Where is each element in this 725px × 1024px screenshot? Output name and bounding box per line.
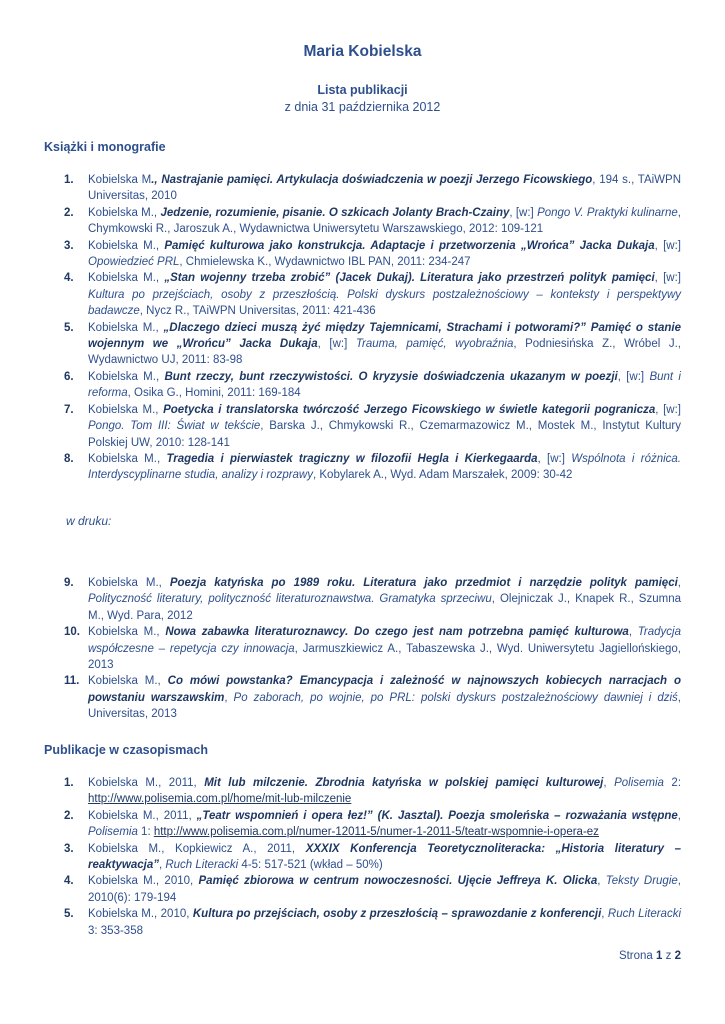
- list-item: [58, 624, 681, 673]
- item-details: , Olejniczak J., Knapek R., Szumna M., Wyd. Para, 2012: [88, 593, 681, 622]
- item-title: „Teatr wspomnień i opera łez!” (K. Jasztal). Poezja smoleńska – rozważania wstępne: [196, 809, 678, 822]
- item-author: Kobielska M.,: [88, 626, 166, 639]
- item-title: Jedzenie, rozumienie, pisanie. O szkicach Jolanty Brach-Czainy: [160, 206, 510, 219]
- item-separator: ,: [601, 908, 608, 921]
- books-list: [58, 172, 681, 484]
- item-number: 2.: [64, 809, 74, 822]
- item-author: Kobielska M.,: [88, 370, 165, 383]
- item-author: Kobielska M.,: [88, 675, 168, 688]
- books-section-title: Książki i monografie: [44, 140, 166, 154]
- list-item: [58, 775, 681, 808]
- list-item: [58, 841, 681, 874]
- in-press-label: w druku:: [66, 514, 112, 528]
- item-details: , Barska J., Chmykowski R., Czemarmazowicz M., Mostek M., Instytut Kultury Polskiej UW, 2010: 128-141: [88, 420, 681, 449]
- item-separator: , [w:]: [655, 403, 682, 416]
- item-author: Kobielska M.,: [88, 577, 170, 589]
- page-footer: [540, 950, 681, 962]
- item-details: , Jarmuszkiewicz A., Tabaszewska J., Wyd. Uniwersytetu Jagiellońskiego, 2013: [88, 642, 681, 672]
- item-separator: ,: [628, 626, 638, 639]
- list-item: [58, 402, 681, 451]
- item-title: Co mówi powstanka? Emancypacja i zależność w najnowszych kobiecych narracjach o powstaniu warszawskim: [88, 675, 681, 704]
- item-details: , Osika G., Homini, 2011: 169-184: [127, 387, 301, 400]
- item-title: Nowa zabawka literaturoznawcy. Do czego jest nam potrzebna pamięć kulturowa: [165, 626, 629, 639]
- footer-label: Strona: [618, 950, 653, 962]
- item-separator: , [w:]: [537, 452, 572, 465]
- author-name: Maria Kobielska: [303, 43, 422, 60]
- item-link[interactable]: http://www.polisemia.com.pl/numer-12011-5/numer-1-2011-5/teatr-wspomnie-i-opera-ez: [153, 826, 599, 839]
- in-press-list: [58, 575, 681, 723]
- item-source: Wspólnota i różnica. Interdyscyplinarne studia, analizy i rozprawy: [88, 452, 682, 482]
- item-title: Mit lub milczenie. Zbrodnia katyńska w polskiej pamięci kulturowej: [204, 777, 604, 789]
- item-details: 4-5: 517-521 (wkład – 50%): [238, 859, 383, 872]
- item-source: Trauma, pamięć, wyobraźnia: [355, 338, 514, 351]
- item-author: Kobielska M: [88, 174, 152, 186]
- item-title: „Stan wojenny trzeba zrobić” (Jacek Dukaj). Literatura jako przestrzeń polityk pamięci: [164, 272, 655, 285]
- item-source: Ruch Literacki: [165, 859, 239, 872]
- item-separator: ,: [677, 577, 681, 589]
- item-number: 5.: [64, 908, 74, 921]
- item-title: Nastrajanie pamięci. Artykulacja doświadczenia w poezji Jerzego Ficowskiego: [161, 174, 593, 186]
- item-details: , Nycz R., TAiWPN Universitas, 2011: 421-436: [139, 305, 376, 318]
- item-source: Opowiedzieć PRL: [88, 256, 180, 269]
- item-details: , Podniesińska Z., Wróbel J., Wydawnictwo UJ, 2011: 83-98: [88, 338, 681, 367]
- item-title: Pamięć kulturowa jako konstrukcja. Adaptacje i przetworzenia „Wrońca” Jacka Dukaja: [164, 239, 655, 252]
- item-details: 2:: [663, 777, 682, 789]
- item-title: XXXIX Konferencja Teoretycznoliteracka: „Historia literatury – reaktywacja”: [88, 842, 681, 872]
- item-source: Pongo. Tom III: Świat w tekście: [88, 420, 261, 433]
- item-source: Bunt i reforma: [88, 370, 681, 400]
- item-number: 6.: [64, 370, 74, 383]
- item-source: Teksty Drugie: [605, 875, 678, 888]
- item-number: 1.: [64, 777, 74, 789]
- footer-of: z: [665, 950, 672, 962]
- item-number: 11.: [64, 675, 80, 688]
- list-item: [58, 575, 681, 624]
- item-details: , 2010(6): 179-194: [88, 875, 681, 904]
- list-item: [58, 873, 681, 906]
- list-item: [58, 320, 681, 369]
- item-title: „Dlaczego dzieci muszą żyć między Tajemnicami, Strachami i potworami?” Pamięć o stanie wojennym we „Wrońcu” Jacka Dukaja: [88, 321, 681, 351]
- item-author: Kobielska M., 2010,: [88, 908, 193, 921]
- item-title: Kultura po przejściach, osoby z przeszłością – sprawozdanie z konferencji: [192, 908, 602, 921]
- item-author: Kobielska M.,: [88, 452, 167, 465]
- list-item: [58, 673, 681, 722]
- item-separator: ,: [224, 691, 234, 704]
- item-source: Pongo V. Praktyki kulinarne: [537, 206, 678, 219]
- item-separator: , [w:]: [509, 206, 538, 219]
- item-number: 3.: [64, 842, 74, 855]
- item-number: 3.: [64, 239, 74, 252]
- item-author: Kobielska M.,: [88, 206, 161, 219]
- item-source: Polisemia: [88, 826, 138, 839]
- item-author: Kobielska M.,: [88, 403, 164, 416]
- item-separator: , [w:]: [317, 338, 356, 351]
- item-number: 1.: [64, 174, 74, 186]
- list-item: [58, 451, 681, 484]
- item-separator: , [w:]: [654, 239, 681, 252]
- item-details: , Chmielewska K., Wydawnictwo IBL PAN, 2011: 234-247: [179, 256, 471, 269]
- journals-list: [58, 775, 681, 939]
- item-separator: , [w:]: [654, 272, 681, 285]
- list-item: [58, 808, 681, 841]
- item-number: 9.: [64, 577, 74, 589]
- item-separator: ,: [603, 777, 615, 789]
- item-details: 3: 353-358: [88, 924, 143, 937]
- item-number: 10.: [64, 626, 80, 639]
- list-item: [58, 205, 681, 238]
- item-number: 2.: [64, 206, 74, 219]
- item-number: 8.: [64, 452, 74, 465]
- item-number: 4.: [64, 272, 74, 285]
- item-source: Polityczność literatury, polityczność literaturoznawstwa. Gramatyka sprzeciwu: [88, 593, 492, 606]
- item-source: Polisemia: [614, 777, 664, 789]
- list-item: [58, 906, 681, 939]
- item-separator: ,: [158, 859, 166, 872]
- item-author: Kobielska M.,: [88, 321, 164, 334]
- item-source: Tradycja współczesne – repetycja czy innowacja: [88, 626, 682, 655]
- list-item: [58, 172, 681, 205]
- item-author: Kobielska M., 2011,: [88, 809, 197, 822]
- item-number: 4.: [64, 875, 74, 888]
- item-author: Kobielska M.,: [88, 239, 165, 252]
- item-separator: ,: [677, 809, 681, 822]
- journals-section-title: Publikacje w czasopismach: [44, 743, 208, 757]
- item-author: Kobielska M.,: [88, 272, 165, 285]
- item-title: Bunt rzeczy, bunt rzeczywistości. O kryzysie doświadczenia ukazanym w poezji: [164, 370, 618, 383]
- footer-page-number: 1: [656, 950, 663, 962]
- item-author: Kobielska M., Kopkiewicz A., 2011,: [88, 842, 306, 855]
- item-link[interactable]: http://www.polisemia.com.pl/home/mit-lub-milczenie: [88, 793, 352, 806]
- item-details: , 194 s., TAiWPN Universitas, 2010: [88, 174, 682, 203]
- item-number: 7.: [64, 403, 74, 416]
- item-separator: ,: [597, 875, 606, 888]
- item-author-suffix: .,: [151, 174, 162, 186]
- item-title: Tragedia i pierwiastek tragiczny w filozofii Hegla i Kierkegaarda: [166, 452, 538, 465]
- item-author: Kobielska M., 2011,: [88, 777, 205, 789]
- item-title: Pamięć zbiorowa w centrum nowoczesności. Ujęcie Jeffreya K. Olicka: [198, 875, 598, 888]
- list-item: [58, 369, 681, 402]
- item-details: 1:: [137, 826, 154, 839]
- item-source: Po zaborach, po wojnie, po PRL: polski dyskurs postzależnościowy dawniej i dziś: [233, 691, 678, 704]
- list-item: [58, 270, 681, 319]
- item-source: Kultura po przejściach, osoby z przeszłością. Polski dyskurs postzależnościowy – konteksty i perspektywy badawcze: [88, 288, 681, 318]
- list-date: z dnia 31 października 2012: [284, 100, 441, 114]
- item-title: Poezja katyńska po 1989 roku. Literatura jako przedmiot i narzędzie polityk pamięci: [169, 577, 678, 589]
- item-separator: , [w:]: [617, 370, 650, 383]
- item-number: 5.: [64, 321, 74, 334]
- list-item: [58, 238, 681, 271]
- item-details: , Kobylarek A., Wyd. Adam Marszałek, 2009: 30-42: [313, 469, 573, 482]
- item-details: , Universitas, 2013: [88, 691, 681, 721]
- footer-page-total: 2: [674, 950, 681, 962]
- list-title: Lista publikacji: [317, 83, 408, 97]
- item-author: Kobielska M., 2010,: [88, 875, 199, 888]
- item-title: Poetycka i translatorska twórczość Jerzego Ficowskiego w świetle kategorii pogranicza: [163, 403, 656, 416]
- item-source: Ruch Literacki: [607, 908, 682, 921]
- item-details: , Chymkowski R., Jaroszuk A., Wydawnictwa Uniwersytetu Warszawskiego, 2012: 109-121: [88, 206, 681, 236]
